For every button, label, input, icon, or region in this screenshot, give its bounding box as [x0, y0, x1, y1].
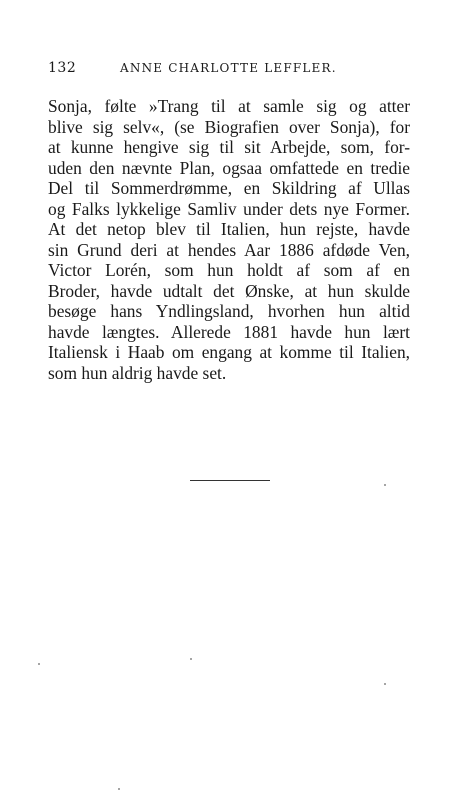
body-text [48, 96, 410, 383]
paper-speck [384, 683, 386, 685]
text-line: at kunne hengive sig til sit Arbejde, som, for- [48, 137, 410, 157]
page-number: 132 [48, 60, 77, 76]
running-title: ANNE CHARLOTTE LEFFLER. [120, 61, 337, 75]
text-line: Broder, havde udtalt det Ønske, at hun skulde [48, 280, 410, 301]
text-line: som hun aldrig havde set. [48, 362, 227, 383]
text-line: og Falks lykkelige Samliv under dets nye Former. [48, 198, 410, 219]
text-line: Victor Lorén, som hun holdt af som af en [48, 260, 410, 280]
paper-speck [38, 663, 40, 665]
text-line: besøge hans Yndlingsland, hvorhen hun altid [48, 301, 410, 321]
text-line: At det netop blev til Italien, hun rejste, havde [48, 219, 410, 239]
paper-speck [384, 484, 386, 486]
text-line: uden den nævnte Plan, ogsaa omfattede en tredie [48, 157, 410, 178]
text-line: havde længtes. Allerede 1881 havde hun lært [48, 321, 410, 342]
paper-speck [190, 658, 192, 660]
text-line: Italiensk i Haab om engang at komme til Italien, [48, 342, 410, 362]
text-line: sin Grund deri at hendes Aar 1886 afdøde Ven, [48, 239, 410, 260]
text-line: Del til Sommerdrømme, en Skildring af Ullas [48, 178, 410, 198]
page-header [48, 60, 410, 80]
text-line: blive sig selv«, (se Biografien over Sonja), for [48, 116, 410, 137]
end-rule [190, 480, 270, 481]
paper-speck [118, 788, 120, 790]
text-line: Sonja, følte »Trang til at samle sig og atter [48, 96, 410, 116]
